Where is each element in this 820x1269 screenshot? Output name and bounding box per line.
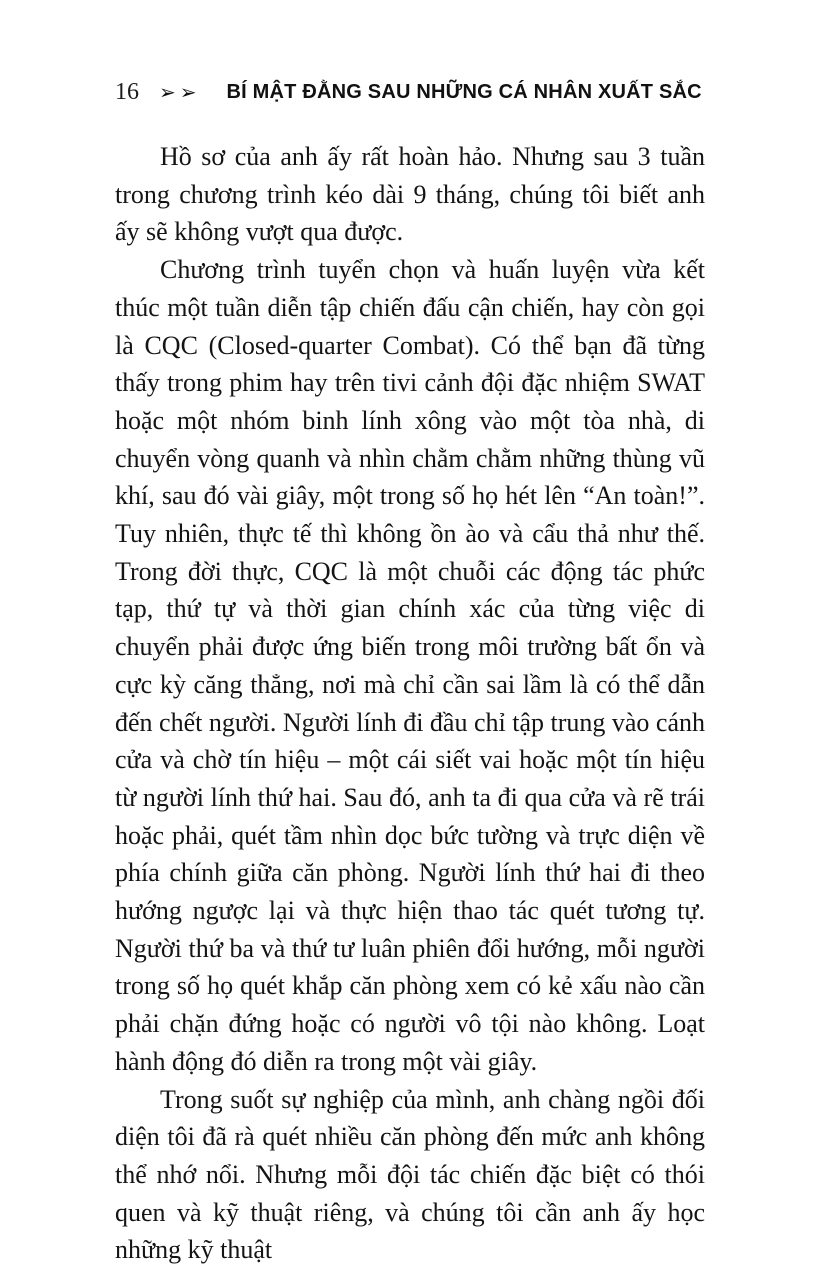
page-number: 16 [115,79,139,105]
double-arrowhead-icon: ➢➢ [159,80,201,104]
paragraph-1: Hồ sơ của anh ấy rất hoàn hảo. Nhưng sau 3 tuần trong chương trình kéo dài 9 tháng, chúng tôi biết anh ấy sẽ không vượt qua được. [115,142,705,247]
page-body [115,138,705,1269]
running-title: BÍ MẬT ĐẰNG SAU NHỮNG CÁ NHÂN XUẤT SẮC [226,81,702,103]
page-header [115,80,705,104]
paragraph-2: Chương trình tuyển chọn và huấn luyện vừa kết thúc một tuần diễn tập chiến đấu cận chiến, hay còn gọi là CQC (Closed-quarter Combat). Có thể bạn đã từng thấy trong phim hay trên tivi cảnh đội đặc nhiệm SWAT hoặc một nhóm binh lính xông vào một tòa nhà, di chuyển vòng quanh và nhìn chằm chằm những thùng vũ khí, sau đó vài giây, một trong số họ hét lên “An toàn!”. Tuy nhiên, thực tế thì không ồn ào và cẩu thả như thế. Trong đời thực, CQC là một chuỗi các động tác phức tạp, thứ tự và thời gian chính xác của từng việc di chuyển phải được ứng biến trong môi trường bất ổn và cực kỳ căng thẳng, nơi mà chỉ cần sai lầm là có thể dẫn đến chết người. Người lính đi đầu chỉ tập trung vào cánh cửa và chờ tín hiệu – một cái siết vai hoặc một tín hiệu từ người lính thứ hai. Sau đó, anh ta đi qua cửa và rẽ trái hoặc phải, quét tầm nhìn dọc bức tường và trực diện về phía chính giữa căn phòng. Người lính thứ hai đi theo hướng ngược lại và thực hiện thao tác quét tương tự. Người thứ ba và thứ tư luân phiên đổi hướng, mỗi người trong số họ quét khắp căn phòng xem có kẻ xấu nào cần phải chặn đứng hoặc có người vô tội nào không. Loạt hành động đó diễn ra trong một vài giây. [115,255,705,1076]
paragraph-3: Trong suốt sự nghiệp của mình, anh chàng ngồi đối diện tôi đã rà quét nhiều căn phòng đến mức anh không thể nhớ nổi. Nhưng mỗi đội tác chiến đặc biệt có thói quen và kỹ thuật riêng, và chúng tôi cần anh ấy học những kỹ thuật [115,1084,705,1265]
